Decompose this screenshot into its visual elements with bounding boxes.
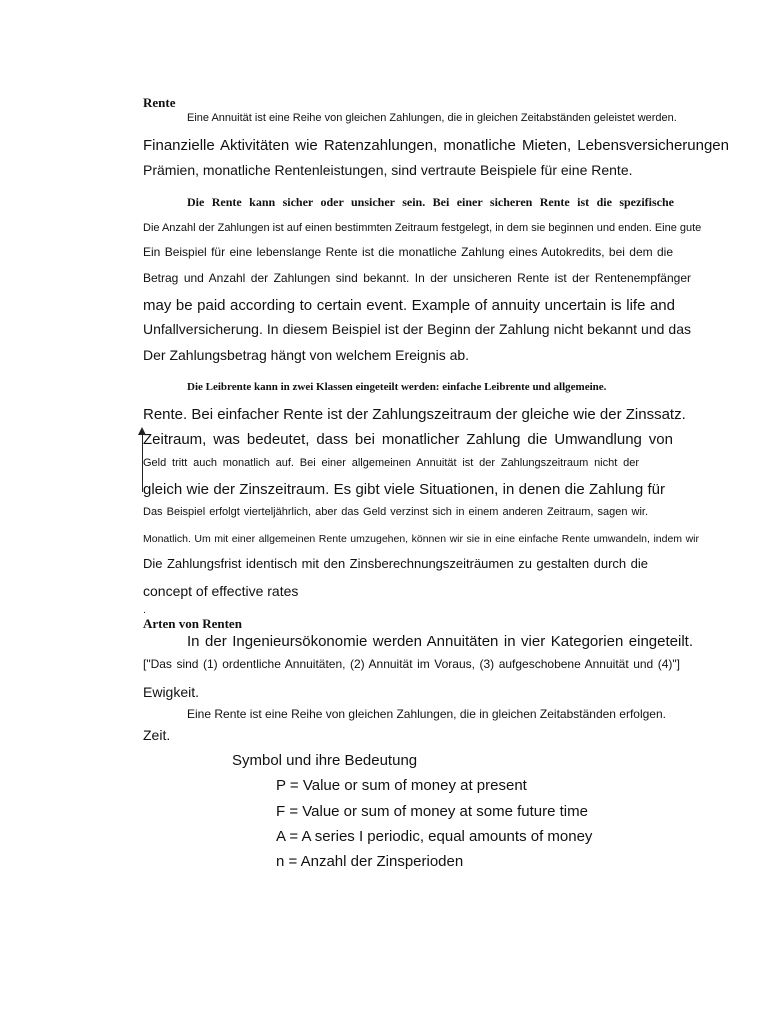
cursor-arrow-icon	[138, 427, 146, 435]
paragraph-line: Unfallversicherung. In diesem Beispiel ist der Beginn der Zahlung nicht bekannt und das	[143, 321, 691, 337]
paragraph-line: gleich wie der Zinszeitraum. Es gibt viele Situationen, in denen die Zahlung für	[143, 481, 665, 498]
serif-paragraph-line: Die Leibrente kann in zwei Klassen eingeteilt werden: einfache Leibrente und allgemeine.	[187, 381, 607, 393]
paragraph-line: ["Das sind (1) ordentliche Annuitäten, (2) Annuität im Voraus, (3) aufgeschobene Annuität und (4)"]	[143, 657, 680, 671]
paragraph-line: Zeit.	[143, 727, 171, 743]
paragraph-line: Das Beispiel erfolgt vierteljährlich, aber das Geld verzinst sich in einem anderen Zeitraum, sagen wir.	[143, 506, 648, 518]
text-cursor-bar	[142, 434, 143, 492]
paragraph-line: Ewigkeit.	[143, 684, 200, 700]
symbol-definition: P = Value or sum of money at present	[276, 777, 527, 794]
serif-paragraph-line: Die Rente kann sicher oder unsicher sein. Bei einer sicheren Rente ist die spezifische	[187, 195, 674, 209]
paragraph-line: may be paid according to certain event. Example of annuity uncertain is life and	[143, 297, 675, 314]
paragraph-line: In der Ingenieursökonomie werden Annuitäten in vier Kategorien eingeteilt.	[187, 633, 693, 650]
paragraph-line: Die Zahlungsfrist identisch mit den Zinsberechnungszeiträumen zu gestalten durch die	[143, 556, 648, 571]
symbol-definition: n = Anzahl der Zinsperioden	[276, 853, 464, 870]
paragraph-line: Zeitraum, was bedeutet, dass bei monatlicher Zahlung die Umwandlung von	[143, 431, 673, 448]
stray-dot: .	[143, 604, 146, 616]
paragraph-line: Finanzielle Aktivitäten wie Ratenzahlungen, monatliche Mieten, Lebensversicherungen	[143, 137, 729, 154]
paragraph-line: Rente. Bei einfacher Rente ist der Zahlungszeitraum der gleiche wie der Zinssatz.	[143, 406, 686, 423]
paragraph-line: Der Zahlungsbetrag hängt von welchem Ereignis ab.	[143, 347, 470, 363]
paragraph-line: Betrag und Anzahl der Zahlungen sind bekannt. In der unsicheren Rente ist der Rentenempfänger	[143, 271, 691, 285]
paragraph-line: Eine Rente ist eine Reihe von gleichen Zahlungen, die in gleichen Zeitabständen erfolgen.	[187, 707, 666, 721]
section-heading-rente: Rente	[143, 95, 176, 110]
symbol-definition: A = A series I periodic, equal amounts of money	[276, 828, 593, 845]
intro-line: Eine Annuität ist eine Reihe von gleichen Zahlungen, die in gleichen Zeitabständen geleistet werden.	[187, 112, 677, 124]
section-heading-arten: Arten von Renten	[143, 616, 242, 631]
paragraph-line: Geld tritt auch monatlich auf. Bei einer allgemeinen Annuität ist der Zahlungszeitraum nicht der	[143, 457, 639, 469]
paragraph-line: concept of effective rates	[143, 583, 299, 599]
paragraph-line: Prämien, monatliche Rentenleistungen, sind vertraute Beispiele für eine Rente.	[143, 162, 633, 178]
symbols-title: Symbol und ihre Bedeutung	[232, 752, 418, 769]
paragraph-line: Ein Beispiel für eine lebenslange Rente ist die monatliche Zahlung eines Autokredits, bei dem die	[143, 245, 673, 259]
symbol-definition: F = Value or sum of money at some future time	[276, 803, 588, 820]
paragraph-line: Monatlich. Um mit einer allgemeinen Rente umzugehen, können wir sie in eine einfache Rente umwandeln, indem wir	[143, 533, 699, 545]
paragraph-line: Die Anzahl der Zahlungen ist auf einen bestimmten Zeitraum festgelegt, in dem sie beginnen und enden. Eine gute	[143, 222, 702, 234]
